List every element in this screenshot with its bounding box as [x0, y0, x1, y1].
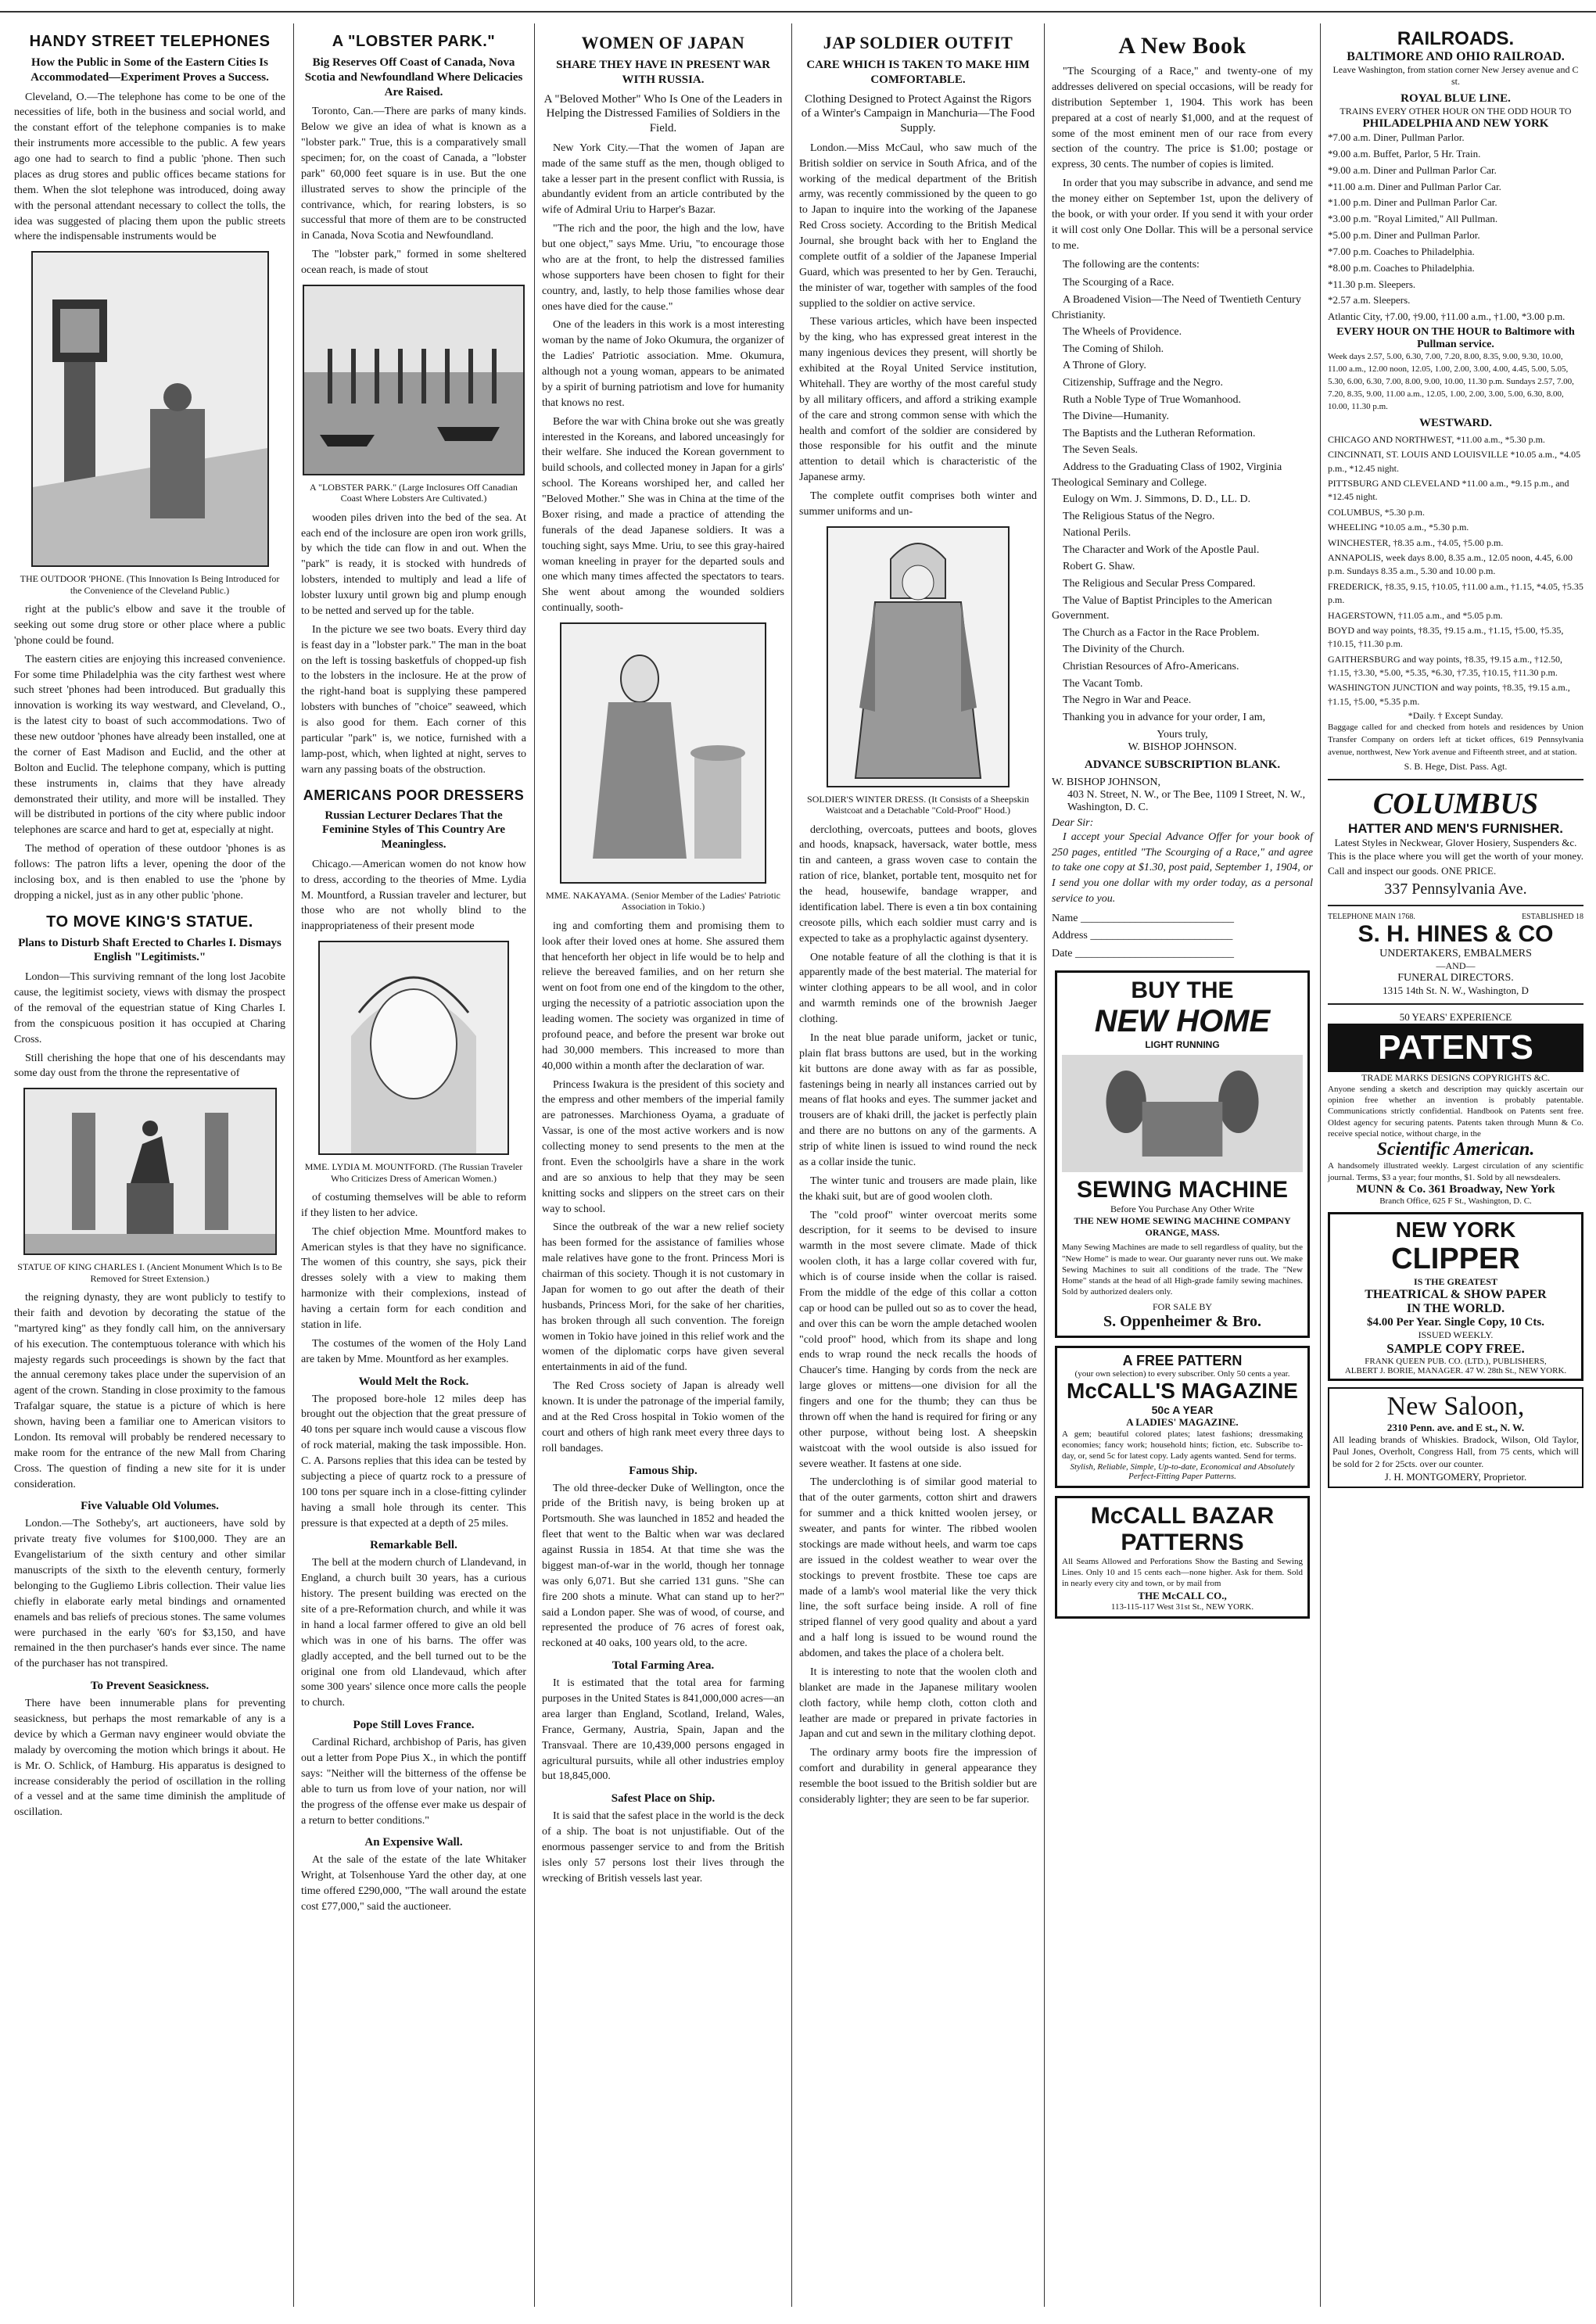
hines-line1: UNDERTAKERS, EMBALMERS	[1379, 947, 1532, 959]
mc2-address: 113-115-117 West 31st St., NEW YORK.	[1110, 1601, 1254, 1612]
paragraph: the reigning dynasty, they are wont publicly to testify to their faith and devotion by decorating the statue of the "martyred king" as they fondly call him, on the anniversary of his execution. The contemptuous tolerance with which his majesty regards such proceedings is shown by the fact that the annual ceremony takes place under the supervision of an agent of the crown. Standing in close proximity to the famous Trafalgar square, the statue is a picture of which is here shown, having been a familiar one to American visitors to London. Its removal will probably be rendered necessary to make room for the entrance of the new Mall from Charing Cross. The question of finding a new site for it is under consideration.	[14, 1292, 285, 1490]
list-item: The Church as a Factor in the Race Problem.	[1063, 626, 1260, 639]
new-saloon-address: 2310 Penn. ave. and E st., N. W.	[1386, 1421, 1525, 1433]
list-item: Ruth a Noble Type of True Womanhood.	[1063, 393, 1241, 406]
paragraph: These various articles, which have been inspected by the king, who has expressed great interest in the many ingenious devices they present, will shortly be exhibited at the Royal United Service institution, Whitehall. They are worthy of the most careful study by all military officers, and afford a striking example of the care and strong common sense with which the health and comfort of the soldier are considered by those responsible for his outfit and the minute attention to detail which is characteristic of the Japanese army.	[799, 316, 1037, 484]
form-address-row: Address __________________________	[1052, 930, 1233, 942]
pledge-text: I accept your Special Advance Offer for your book of 250 pages, entitled "The Scourging of a Race," and agree to take one copy at $1.30, post paid, September 1, 1904, or I send you one dollar with my order today, as a personal service to you.	[1052, 830, 1313, 906]
paragraph: London—This surviving remnant of the long lost Jacobite cause, the legitimist society, views with dismay the prospect of the removal of the equestrian statue of King Charles I. from the conspicuous position it has occupied at Charing Cross.	[14, 971, 285, 1045]
mc-subtitle: (your own selection) to every subscriber. Only 50 cents a year.	[1074, 1368, 1290, 1379]
list-item: National Perils.	[1063, 527, 1132, 540]
patents-marks: TRADE MARKS DESIGNS COPYRIGHTS &C.	[1361, 1071, 1551, 1083]
paragraph: The eastern cities are enjoying this increased convenience. For some time Philadelphia was the city farthest west where such street 'phones had been introduced. But gradually this innovation is working its way westward, and Cleveland, O., is the latest city to boast of such accommodations. Two of these new outdoor 'phones have already been installed, one at the corner of East Madison and Euclid, and the other at Bolton and Euclid. The telephone company, which is putting these instruments in, claims that they have already demonstrated their utility, and more will be installed. They will be distributed in portions of the city where public indoor telephones are scarce and hard to get at, especially at night.	[14, 653, 285, 837]
soldier-drawing	[828, 528, 1008, 786]
schedule-line: *7.00 a.m. Diner, Pullman Parlor.	[1328, 131, 1465, 143]
paragraph: The chief objection Mme. Mountford makes to American styles is that they have no significance. The women of this country, she says, pick their dresses solely with a view to making them harmonize with their complexions, instead of having a certain form for each condition and station in life.	[301, 1225, 526, 1331]
paragraph: The Red Cross society of Japan is already well known. It is under the patronage of the imperial family, and at the Red Cross hospital in Tokio women of the court and others of high rank meet every three days to roll bandages.	[542, 1380, 784, 1454]
nakayama-drawing	[561, 624, 765, 882]
hines-established: ESTABLISHED 18	[1522, 912, 1583, 921]
paragraph: Since the outbreak of the war a new relief society has been formed for the assistance of families whose male relatives have gone to the front. Princess Mori is chairman of this society. Though it is not customary in Japan for women to go out after the death of their husbands, Princess Mori, for the sake of her charities, has broken through all such convention. The foreign women in Tokio have joined in this relief work and the women of the diplomatic corps have given several entertainments in aid of the fund.	[542, 1221, 784, 1374]
column-rule	[534, 23, 535, 2307]
paragraph: The winter tunic and trousers are made plain, like the khaki suit, but are of good woolen cloth.	[799, 1175, 1037, 1203]
mc2-body: All Seams Allowed and Perforations Show the Basting and Sewing Lines. Only 10 and 15 cents each—none higher. Ask for them. Sold in nearly every city and town, or by mail from	[1062, 1556, 1303, 1589]
clipper-line: ISSUED WEEKLY.	[1418, 1329, 1494, 1340]
mc-body: A gem; beautiful colored plates; latest fashions; dressmaking economies; fancy work; household hints; fiction, etc. Subscribe to-day, or, send 5c for latest copy. Lady agents wanted. Send for terms.	[1062, 1429, 1303, 1461]
scientific-american: Scientific American.	[1376, 1139, 1535, 1160]
paragraph: Princess Iwakura is the president of this society and the empress and other members of the imperial family are patronesses. Marchioness Oyama, a graduate of Vassar, is one of the most active workers and is now collecting money to send presents to the men at the front. Even the schoolgirls have a share in the work and are so anxious to help that they may be seen knitting socks and slippers on the street cars on their way to school.	[542, 1078, 784, 1215]
subscription-blank-title: ADVANCE SUBSCRIPTION BLANK.	[1084, 758, 1281, 771]
deck2-jap-soldier: Clothing Designed to Protect Against the Rigors of a Winter's Campaign in Manchuria—The Food Supply.	[801, 92, 1035, 134]
paragraph: The underclothing is of similar good material to that of the outer garments, cotton shirt and drawers for summer and a thick knitted woolen jersey, or sweater, and pants for winter. The ribbed woolen stockings are made without heels, and warm toe caps are issued in the coldest weather to wear over the stockings to prevent frostbite. These toe caps are made of a lamb's wool material like the very thick line, the soft surface being inside. A roll of fine striped flannel of very good quality and about a yard and a half long is issued to be wound round the abdomen, and takes the place of a cholera belt.	[799, 1476, 1037, 1660]
deck-kings-statue: Plans to Disturb Shaft Erected to Charles I. Dismays English "Legitimists."	[18, 936, 282, 964]
schedule-line: *11.00 a.m. Diner and Pullman Parlor Car.	[1328, 180, 1501, 192]
soldier-winter-dress-illustration	[827, 526, 1010, 787]
form-date-label: Date	[1052, 947, 1073, 959]
mc2-title: McCALL BAZAR PATTERNS	[1090, 1502, 1275, 1555]
paragraph: "The rich and the poor, the high and the low, have but one object," says Mme. Uriu, "to encourage those who are at the front, to help the distressed families whose supporters have been chosen to fight for their country, and, lastly, to help those families whose dear ones have died for the cause."	[542, 223, 784, 313]
paragraph: right at the public's elbow and save it the trouble of seeking out some drug store or other place where a public 'phone could be found.	[14, 604, 285, 647]
list-item: Robert G. Shaw.	[1063, 561, 1135, 573]
clipper-ad	[1328, 1212, 1583, 1381]
paragraph: It is said that the safest place in the world is the deck of a ship. The boat is not unjustifiable. Out of the enormous passenger service to and from the British isles only 57 persons lost their lives through the wrecking of British vessels last year.	[542, 1810, 784, 1885]
paragraph: The "lobster park," formed in some sheltered ocean reach, is made of stout	[301, 249, 526, 276]
royal-blue-line: ROYAL BLUE LINE.	[1401, 92, 1511, 105]
column-2	[298, 23, 529, 2307]
subheading-pope: Pope Still Loves France.	[353, 1719, 475, 1732]
schedule-line: *3.00 p.m. "Royal Limited," All Pullman.	[1328, 213, 1498, 225]
schedule-line: GAITHERSBURG and way points, †8.35, †9.15 a.m., †12.50, †1.15, †3.30, *5.00, *5.35, *6.30, †7.35, †10.15, †11.30 p.m.	[1328, 653, 1562, 679]
mc-title: A FREE PATTERN	[1122, 1352, 1243, 1368]
sewing-machine-ad	[1055, 970, 1310, 1337]
schedule-line: WHEELING *10.05 a.m., *5.30 p.m.	[1328, 522, 1469, 533]
thanks-line: Thanking you in advance for your order, I am,	[1063, 711, 1266, 723]
caption-statue: STATUE OF KING CHARLES I. (Ancient Monument Which Is to Be Removed for Street Extension.)	[17, 1261, 282, 1284]
sm-buy-the: BUY THE	[1131, 977, 1234, 1004]
columbus-address: 337 Pennsylvania Ave.	[1384, 880, 1527, 898]
list-item: Christian Resources of Afro-Americans.	[1063, 661, 1239, 673]
clipper-line: FRANK QUEEN PUB. CO. (LTD.), PUBLISHERS,	[1365, 1356, 1547, 1366]
schedule-line: *11.30 p.m. Sleepers.	[1328, 278, 1416, 290]
clipper-line: IN THE WORLD.	[1406, 1301, 1505, 1315]
patents-body: Anyone sending a sketch and description may quickly ascertain our opinion free whether an invention is probably patentable. Communications strictly confidential. Handbook on Patents sent free. Oldest agency for securing patents. Patents taken through Munn & Co. receive special notice, without charge, in the	[1328, 1084, 1583, 1139]
hines-name: S. H. HINES & CO	[1357, 920, 1554, 947]
schedule-line: CINCINNATI, ST. LOUIS AND LOUISVILLE *10.05 a.m., *4.05 p.m., *12.45 night.	[1328, 449, 1581, 474]
columbus-title: HATTER AND MEN'S FURNISHER.	[1347, 821, 1564, 837]
outdoor-phone-drawing	[33, 253, 267, 565]
paragraph: In order that you may subscribe in advance, and send me the money either on September 1st, upon the delivery of the book, or with your order. If you send it with your order it will cost only One Dollar. This will be a personal service to me.	[1052, 178, 1313, 252]
railroad-station: Leave Washington, from station corner New Jersey avenue and C st.	[1332, 64, 1579, 87]
hines-telephone: TELEPHONE MAIN 1768.	[1328, 912, 1415, 921]
schedule-line: CHICAGO AND NORTHWEST, *11.00 a.m., *5.30 p.m.	[1328, 433, 1545, 445]
schedule-line: BOYD and way points, †8.35, †9.15 a.m., †1.15, †5.00, †5.35, †10.15, †11.30 p.m.	[1328, 624, 1564, 650]
list-item: The Value of Baptist Principles to the American Government.	[1052, 594, 1272, 622]
paragraph: The "cold proof" winter overcoat merits some description, for it seems to be devised to insure warmth in the most severe climate. Made of thick woolen cloth, it has a large collar covered with fur, which is of course inside when the collar is raised. From the middle of the edge of this collar a cotton cap or hood can be pulled out so as to cover the head, and over this can be worn the ample detached woolen "cold proof" hood, which from its shape and long ends to wrap round the neck recalls the hoods of Chaucer's time. Hanging by cords from the neck are large gloves or mittens—one division for all the fingers and one for the thumb; they can thus be thrown off when the hand is required for firing or any other purpose, without being lost. A sheepskin waistcoat with the wool outside is also issued for severe weather. It fastens at one side.	[799, 1209, 1037, 1470]
patents-banner: PATENTS	[1328, 1024, 1583, 1072]
paragraph: It is estimated that the total area for farming purposes in the United States is 841,000,000 acres—an area larger than England, Scotland, Ireland, Wales, France, Germany, Austria, Spain, Japan and the Transvaal. There are 10,439,000 persons engaged in agricultural pursuits, while all other industries employ but 18,845,000.	[542, 1677, 784, 1783]
munn-branch: Branch Office, 625 F St., Washington, D. C.	[1379, 1196, 1532, 1206]
schedule-line: Atlantic City, †7.00, †9.00, †11.00 a.m., †1.00, *3.00 p.m.	[1328, 310, 1566, 323]
deck-lobster-park: Big Reserves Off Coast of Canada, Nova Scotia and Newfoundland Where Delicacies Are Raised.	[304, 56, 523, 99]
clipper-line: ALBERT J. BORIE, MANAGER. 47 W. 28th St., NEW YORK.	[1344, 1365, 1567, 1375]
railroads-heading: RAILROADS.	[1397, 28, 1515, 49]
mc-year: 50c A YEAR	[1151, 1403, 1214, 1416]
sm-light-running: LIGHT RUNNING	[1145, 1039, 1220, 1051]
headline-lobster-park: A "LOBSTER PARK."	[332, 33, 496, 50]
column-rule	[293, 23, 294, 2307]
schedule-line: PITTSBURG AND CLEVELAND *11.00 a.m., *9.15 p.m., and *12.45 night.	[1328, 477, 1569, 503]
paragraph: of costuming themselves will be able to reform if they listen to her advice.	[301, 1191, 526, 1219]
list-item: Address to the Graduating Class of 1902, Virginia Theological Seminary and College.	[1052, 461, 1282, 489]
paragraph: The following are the contents:	[1063, 258, 1200, 271]
paragraph: Chicago.—American women do not know how to dress, according to the theories of Mme. Lydia M. Mountford, a Russian traveler and lecturer, but those who are not wholly blind to the inappropriateness of their present mode	[301, 858, 526, 933]
baltimore-times: Week days 2.57, 5.00, 6.30, 7.00, 7.20, 8.00, 8.35, 9.00, 9.30, 10.00, 11.00 a.m., 12.00 noon, 12.05, 1.00, 2.00, 3.00, 4.00, 4.45, 5.00, 5.05, 5.30, 6.00, 6.30, 7.00, 8.00, 9.00, 10.00, 11.30 p.m. Sundays 2.57, 7.00, 7.20, 8.35, 9.00, 11.00 a.m., 12.05, 1.00, 2.00, 3.00, 5.00, 6.30, 8.00, 10.00, 11.30 p.m.	[1328, 352, 1574, 411]
headline-telephones: HANDY STREET TELEPHONES	[29, 33, 271, 50]
column-5	[1049, 23, 1316, 2307]
divider	[1328, 1003, 1583, 1005]
list-item: The Divinity of the Church.	[1063, 644, 1185, 656]
list-item: The Vacant Tomb.	[1063, 677, 1143, 690]
statue-illustration	[23, 1088, 277, 1255]
subheading-bell: Remarkable Bell.	[370, 1539, 457, 1552]
hines-address: 1315 14th St. N. W., Washington, D	[1383, 984, 1529, 996]
column-3	[539, 23, 787, 2307]
lobster-park-drawing	[304, 286, 523, 474]
list-item: The Coming of Shiloh.	[1063, 343, 1164, 355]
deck-jap-soldier: CARE WHICH IS TAKEN TO MAKE HIM COMFORTABLE.	[806, 59, 1030, 86]
paragraph: Toronto, Can.—There are parks of many kinds. Below we give an idea of what is known as a "lobster park." True, this is a comparatively small specimen; for, on the coast of Canada, a "lobster park" 60,000 feet square is in use. But the one illustrated serves to show the principle of the contrivance, which, for rearing lobsters, is so successful that more of them are to be constructed in Canada, Nova Scotia and Newfoundland.	[301, 106, 526, 242]
list-item: The Religious and Secular Press Compared.	[1063, 578, 1256, 590]
new-saloon-body: All leading brands of Whiskies. Bradock, Wilson, Old Taylor, Paul Jones, Overholt, Congress Hall, from 75 cents, which will be sold for 2 for 25cts. over our counter.	[1332, 1433, 1579, 1469]
list-item: Citizenship, Suffrage and the Negro.	[1063, 376, 1224, 389]
form-name-row: Name ____________________________	[1052, 913, 1234, 925]
westward-heading: WESTWARD.	[1419, 416, 1492, 429]
sm-machine: SEWING MACHINE	[1077, 1177, 1288, 1203]
paragraph: Cleveland, O.—The telephone has come to be one of the necessities of life, both in the business and social world, and the constant effort of the telephone companies is to make their instruments more accessible to the public. A few years ago one had to search to find a public 'phone. Then such places as drug stores and public offices became stations for them. When the slot telephone was introduced, doing away with the personal attendant necessary to collect the tolls, the idea was suggested of placing them upon the public streets where the indispensable instruments would be	[14, 91, 285, 243]
signoff: Yours truly,	[1157, 728, 1208, 741]
list-item: The Negro in War and Peace.	[1063, 694, 1192, 707]
mc-ladies: A LADIES' MAGAZINE.	[1126, 1415, 1239, 1428]
sm-body: Many Sewing Machines are made to sell regardless of quality, but the "New Home" is made to wear. Our guaranty never runs out. We make Sewing Machines to suit all conditions of the trade. The "New Home" stands at the head of all High-grade family sewing machines. Sold by authorized dealers only.	[1062, 1243, 1303, 1297]
headline-women-of-japan: WOMEN OF JAPAN	[581, 33, 745, 52]
caption-mountford: MME. LYDIA M. MOUNTFORD. (The Russian Traveler Who Criticizes Dress of American Women.)	[304, 1161, 523, 1184]
patents-years: 50 YEARS' EXPERIENCE	[1399, 1010, 1512, 1023]
subheading-seasickness: To Prevent Seasickness.	[90, 1680, 210, 1693]
sm-for-sale: FOR SALE BY	[1152, 1300, 1212, 1312]
headline-poor-dressers: AMERICANS POOR DRESSERS	[303, 787, 525, 803]
paragraph: wooden piles driven into the bed of the sea. At each end of the inclosure are open iron work grills, by which the tide can flow in and out. When the "park" is ready, it is stocked with hundreds of lobsters, intended to multiply and lead a life of lobster luxury until grown big and plump enough to be netted and served up for the table.	[301, 511, 526, 617]
divider	[1328, 779, 1583, 780]
paragraph: Before the war with China broke out she was greatly interested in the Koreans, and labored unceasingly for their welfare. She induced the Korean government to build schools, and collected money in Japan for a girls' school. The Koreans worshiped her, and called her "Beloved Mother." She was in China at the time of the Boxer rising, and made a practice of attending the funerals of the dead Japanese soldiers. It was a touching sight, says Mme. Uriu, to see this gray-haired woman kneeling in prayer for the departed souls and one which many times affected the spectators to tears. She went about among the wounded soldiers continually, sooth-	[542, 415, 784, 615]
list-item: The Baptists and the Lutheran Reformation.	[1063, 427, 1256, 439]
schedule-line: *9.00 a.m. Buffet, Parlor, 5 Hr. Train.	[1328, 147, 1481, 160]
paragraph: At the sale of the estate of the late Whitaker Wright, at Tolsenhouse Yard the other day, at one time offered £290,000, "The wall around the estate cost £77,000," said the auctioneer.	[301, 1854, 526, 1913]
paragraph: New York City.—That the women of Japan are made of the same stuff as the men, though obliged to take a lesser part in the present conflict with Russia, is abundantly evident from an article contributed by the wife of Admiral Uriu to Harper's Bazar.	[542, 142, 784, 217]
column-rule	[791, 23, 792, 2307]
mountford-drawing	[320, 942, 507, 1153]
subheading-famous-ship: Famous Ship.	[629, 1464, 698, 1477]
signature-name: W. BISHOP JOHNSON.	[1128, 741, 1237, 753]
caption-outdoor-phone: THE OUTDOOR 'PHONE. (This Innovation Is Being Introduced for the Convenience of the Cleveland Public.)	[20, 573, 280, 596]
columbus-body: Latest Styles in Neckwear, Glover Hosiery, Suspenders &c.	[1334, 837, 1577, 849]
sm-brand: NEW HOME	[1094, 1004, 1271, 1039]
columbus-body2: This is the place where you will get the worth of your money. Call and inspect our goods. ONE PRICE.	[1328, 850, 1583, 877]
clipper-line: IS THE GREATEST	[1414, 1275, 1497, 1287]
column-6	[1325, 23, 1587, 2307]
caption-nakayama: MME. NAKAYAMA. (Senior Member of the Ladies' Patriotic Association in Tokio.)	[545, 890, 780, 913]
trains-every-hour: TRAINS EVERY OTHER HOUR ON THE ODD HOUR TO	[1340, 106, 1572, 117]
subheading-volumes: Five Valuable Old Volumes.	[81, 1500, 219, 1513]
paragraph: The bell at the modern church of Llandevand, in England, a church built 30 years, has a curious history. The present building was erected on the site of a pre-Reformation church, and while it was in hand a local farmer offered to give an old bell which was in one of his barns. The offer was gladly accepted, and the bell turned out to be the original one from old Llandevaud, which after some 300 years' silence once more calls the people to church.	[301, 1557, 526, 1709]
sm-dealer: S. Oppenheimer & Bro.	[1103, 1312, 1262, 1330]
baltimore-hourly: EVERY HOUR ON THE HOUR to Baltimore with Pullman service.	[1336, 326, 1575, 351]
schedule-line: *9.00 a.m. Diner and Pullman Parlor Car.	[1328, 163, 1497, 176]
column-rule	[1044, 23, 1045, 2307]
paragraph: London.—Miss McCaul, who saw much of the British soldier on service in South Africa, and of the working of the medical department of the British army, was recently commissioned by the queen to go to Japan to inquire into the working of the Japanese Red Cross society. According to the British Medical Journal, she brought back with her to England the complete outfit of a soldier of the Japanese Imperial Guard, which was presented to her by Gen. Terauchi, the minister of war, together with samples of the food supplied to the soldier on active service.	[799, 142, 1037, 310]
philadelphia-new-york: PHILADELPHIA AND NEW YORK	[1362, 117, 1549, 130]
address-lines: 403 N. Street, N. W., or The Bee, 1109 I Street, N. W., Washington, D. C.	[1067, 788, 1306, 813]
nakayama-portrait	[560, 622, 766, 884]
paragraph: ing and comforting them and promising them to look after their loved ones at home. She assured them that henceforth her object in life would be to help and relieve the bereaved families, and on her return she went on foot from one end of the kingdom to the other, urging the necessity of a patriotic association upon the leading women. The society was organized in time of profound peace, and before the present war broke out had 30,000 members. This increased to more than 40,000 within a month after the declaration of war.	[542, 920, 784, 1072]
deck-telephones: How the Public in Some of the Eastern Cities Is Accommodated—Experiment Proves a Success.	[30, 56, 269, 84]
schedule-line: *1.00 p.m. Diner and Pullman Parlor Car.	[1328, 196, 1497, 209]
caption-lobster-park: A "LOBSTER PARK." (Large Inclosures Off Canadian Coast Where Lobsters Are Cultivated.)	[310, 481, 518, 504]
paragraph: The proposed bore-hole 12 miles deep has brought out the objection that the great pressure of 40 tons per square inch would cause a viscous flow of rock material, making the task impossible. Hon. C. A. Parsons replies that this idea can be tested by subjecting a piece of quartz rock to a pressure of 100 tons per square inch in a close-fitting cylinder having a small hole through its center. This pressure is that expected at a depth of 25 miles.	[301, 1393, 526, 1530]
divider	[1328, 905, 1583, 906]
new-saloon-proprietor: J. H. MONTGOMERY, Proprietor.	[1384, 1470, 1527, 1483]
schedule-line: WINCHESTER, †8.35 a.m., †4.05, †5.00 p.m.	[1328, 536, 1504, 548]
schedule-westward	[1328, 433, 1583, 708]
schedule-line: *8.00 p.m. Coaches to Philadelphia.	[1328, 261, 1475, 274]
column-4	[796, 23, 1040, 2307]
clipper-line: SAMPLE COPY FREE.	[1386, 1340, 1525, 1356]
top-rule	[0, 11, 1596, 13]
mc-stylish: Stylish, Reliable, Simple, Up-to-date, Economical and Absolutely Perfect-Fitting Paper Patterns.	[1070, 1461, 1295, 1481]
list-item: The Wheels of Providence.	[1063, 326, 1182, 339]
new-saloon-ad	[1328, 1387, 1583, 1488]
list-item: The Scourging of a Race.	[1063, 277, 1175, 289]
paragraph: The method of operation of these outdoor 'phones is as follows: The patron lifts a lever, opening the door of the inclosing box, and is then enabled to use the 'phone by dropping a nickel, just as in any other public 'phone.	[14, 843, 285, 902]
clipper-title2: CLIPPER	[1391, 1242, 1520, 1275]
columbus-logo: COLUMBUS	[1372, 787, 1539, 821]
mccall-patterns-ad	[1055, 1496, 1310, 1619]
sm-before: Before You Purchase Any Other Write	[1110, 1203, 1254, 1215]
headline-jap-soldier: JAP SOLDIER OUTFIT	[823, 33, 1013, 52]
list-item: The Character and Work of the Apostle Paul.	[1063, 543, 1260, 556]
subheading-wall: An Expensive Wall.	[364, 1836, 463, 1849]
caption-soldier: SOLDIER'S WINTER DRESS. (It Consists of a Sheepskin Waistcoat and a Detachable "Cold-Proof" Hood.)	[807, 793, 1029, 816]
column-1	[11, 23, 289, 2307]
sewing-machine-drawing	[1062, 1055, 1303, 1172]
list-item: The Seven Seals.	[1063, 444, 1139, 457]
paragraph: The complete outfit comprises both winter and summer uniforms and un-	[799, 490, 1037, 518]
paragraph: The costumes of the women of the Holy Land are taken by Mme. Mountford as her examples.	[301, 1337, 526, 1365]
list-item: Eulogy on Wm. J. Simmons, D. D., LL. D.	[1063, 493, 1251, 506]
salutation: Dear Sir:	[1052, 816, 1094, 829]
schedule-line: *2.57 a.m. Sleepers.	[1328, 294, 1411, 307]
munn-co: MUNN & Co. 361 Broadway, New York	[1356, 1182, 1555, 1196]
patents-body2: A handsomely illustrated weekly. Largest circulation of any scientific journal. Terms, $3 a year; four months, $1. Sold by all newsdealers.	[1328, 1161, 1583, 1182]
column-rule	[1320, 23, 1321, 2307]
schedule-line: COLUMBUS, *5.30 p.m.	[1328, 506, 1426, 518]
railroad-name: BALTIMORE AND OHIO RAILROAD.	[1347, 50, 1565, 63]
list-item: A Broadened Vision—The Need of Twentieth Century Christianity.	[1052, 293, 1301, 321]
schedule-line: FREDERICK, †8.35, 9.15, †10.05, †11.00 a.m., †1.15, *4.05, †5.35 p.m.	[1328, 580, 1583, 606]
paragraph: derclothing, overcoats, puttees and boots, gloves and hoods, knapsack, haversack, water bottle, mess tin and canteen, a grass woven case to contain the ration of rice, blanket, portable tent, mosquito net for the head, housewife, bandage wrapper, and identification label. There is even a tin box containing creosote pills, which each soldier must carry and is expected to take as a prophylactic against dysentery.	[799, 823, 1037, 945]
hines-header	[1328, 913, 1583, 921]
hines-line2: FUNERAL DIRECTORS.	[1397, 971, 1514, 984]
schedule-eastbound	[1328, 131, 1583, 325]
mccalls-magazine-ad	[1055, 1346, 1310, 1488]
paragraph: In the picture we see two boats. Every third day is feast day in a "lobster park." The man in the boat on the left is tossing basketfuls of chopped-up fish to the lobsters in the inclosure. He at the prow of the right-hand boat is supplying these pampered lobsters with bunches of "choice" seaweed, which is also good for them. Each corner of this particular "park" is, we notice, furnished with a lamp-post, which, when lighted at night, serves to warn any passing boats of the obstruction.	[301, 623, 526, 776]
sewing-machine-image	[1062, 1055, 1303, 1172]
clipper-title1: NEW YORK	[1395, 1217, 1516, 1242]
address-name: W. BISHOP JOHNSON,	[1052, 776, 1160, 788]
deck-women-of-japan: SHARE THEY HAVE IN PRESENT WAR WITH RUSSIA.	[556, 59, 770, 86]
statue-drawing	[25, 1089, 275, 1253]
new-saloon-title: New Saloon,	[1386, 1391, 1525, 1421]
subheading-melt-rock: Would Melt the Rock.	[358, 1375, 469, 1388]
paragraph: The old three-decker Duke of Wellington, once the pride of the British navy, is being broken up at Portsmouth. She was launched in 1852 and headed the fleet that went to the Baltic when war was declared against Russia in 1854. At that time she was the biggest man-of-war in the world, though her tonnage was only 6,071. But she carried 131 guns. "She can fire 200 shots a minute. What can stand up to her?" said a London paper. She was of wood, of course, and represented the produce of 76 acres of forest oak, reckoned at 40 oaks, 100 years old, to the acre.	[542, 1482, 784, 1650]
deck2-women-of-japan: A "Beloved Mother" Who Is One of the Leaders in Helping the Distressed Families of Soldiers in the Field.	[543, 92, 783, 134]
passenger-agent: S. B. Hege, Dist. Pass. Agt.	[1404, 761, 1508, 773]
schedule-line: ANNAPOLIS, week days 8.00, 8.35 a.m., 12.05 noon, 4.45, 6.00 p.m. Sundays 8.35 a.m., 5.30 and 10.00 p.m.	[1328, 551, 1573, 577]
paragraph: Still cherishing the hope that one of his descendants may some day oust from the throne the representative of	[14, 1052, 285, 1080]
baggage-note: Baggage called for and checked from hotels and residences by Union Transfer Company on orders left at ticket offices, 619 Pennsylvania avenue, northwest, New York avenue and Fifteenth street, and at station.	[1328, 723, 1583, 758]
deck-poor-dressers: Russian Lecturer Declares That the Feminine Styles of This Country Are Meaningless.	[321, 809, 506, 852]
clipper-line: $4.00 Per Year. Single Copy, 10 Cts.	[1367, 1315, 1544, 1329]
form-date-row: Date _____________________________	[1052, 947, 1234, 959]
lobster-park-illustration	[303, 285, 525, 475]
outdoor-phone-illustration	[31, 251, 269, 567]
sm-company: THE NEW HOME SEWING MACHINE COMPANY ORANGE, MASS.	[1074, 1215, 1291, 1239]
paragraph: One notable feature of all the clothing is that it is apparently made of the best material. The material for winter clothing appears to be all wool, and in color and warmth reminds one of the brownish Jaeger clothing.	[799, 951, 1037, 1026]
subheading-safest-place: Safest Place on Ship.	[611, 1792, 716, 1806]
mc2-company: THE McCALL CO.,	[1138, 1589, 1227, 1601]
form-address-label: Address	[1052, 930, 1088, 942]
list-item: The Divine—Humanity.	[1063, 411, 1169, 423]
paragraph: One of the leaders in this work is a most interesting woman by the name of Joko Okumura, the organizer of the Ladies' Patriotic association. Mme. Okumura, although not a young woman, appears to be animated by a spirit of burning patriotism and love for humanity that knows no rest.	[542, 319, 784, 409]
paragraph: Cardinal Richard, archbishop of Paris, has given out a letter from Pope Pius X., in which the pontiff says: "Neither will the bitterness of the offense be able to turn us from love of your nation, nor will the progress of the offense ever make us despair of a return to better conditions."	[301, 1737, 526, 1827]
contents-list	[1052, 275, 1313, 708]
schedule-line: HAGERSTOWN, †11.05 a.m., and *5.05 p.m.	[1328, 609, 1503, 621]
paragraph: "The Scourging of a Race," and twenty-one of my addresses delivered on special occasions, will be ready for distribution September 1, 1904. This work has been prepared at a cost of nearly $1,000, and at the request of some of the most eminent men of our race from every section of the country. The price is $1.00; postage or express, 30 cents. The number of copies is limited.	[1052, 66, 1313, 171]
paragraph: In the neat blue parade uniform, jacket or tunic, plain flat brass buttons are used, but in the working kit buttons are done away with as far as possible, fastenings being in nearly all instances carried out by means of flat hooks and eyes. The summer jacket and trousers are of khaki drill, the jacket is perfectly plain and there are no buttons on any of the garments. A strip of white linen is issued to wind round the neck as a collar inside the tunic.	[799, 1031, 1037, 1168]
schedule-legend: *Daily. † Except Sunday.	[1408, 710, 1504, 722]
schedule-line: *7.00 p.m. Coaches to Philadelphia.	[1328, 245, 1475, 257]
form-name-label: Name	[1052, 913, 1078, 925]
mountford-portrait	[318, 941, 509, 1155]
hines-and: —AND—	[1436, 959, 1476, 971]
schedule-line: *5.00 p.m. Diner and Pullman Parlor.	[1328, 229, 1480, 242]
headline-new-book: A New Book	[1118, 33, 1246, 59]
clipper-line: THEATRICAL & SHOW PAPER	[1365, 1287, 1547, 1301]
mc-magazine: McCALL'S MAGAZINE	[1067, 1378, 1298, 1403]
schedule-line: WASHINGTON JUNCTION and way points, †8.35, †9.15 a.m., †1.15, †5.00, *5.35 p.m.	[1328, 682, 1570, 707]
headline-kings-statue: TO MOVE KING'S STATUE.	[46, 913, 253, 931]
subheading-farming: Total Farming Area.	[612, 1659, 715, 1673]
paragraph: London.—The Sotheby's, art auctioneers, have sold by private treaty five volumes for $100,000. They are an Evangelistarium of the sixth century and other similar manuscripts of the sixth to the eleventh century, formerly belonging to the Gugliemo Libris collection. Their value lies chiefly in elaborate early metal bindings and ornamented enamels and bas reliefs of precious stones. The same volumes were purchased in the early '60's for $3,150, and have remained in the then purchaser's hands ever since. The name of the purchaser has not transpired.	[14, 1518, 285, 1670]
paragraph: It is interesting to note that the woolen cloth and blanket are made in the Japanese military woolen cloth factory, while hemp cloth, cotton cloth and leather are made or prepared in private factories in Japan and cut and sewn in the military clothing depot.	[799, 1666, 1037, 1741]
paragraph: The ordinary army boots fire the impression of comfort and durability in general appearance they resemble the boot issued to the British soldier but are considerably lighter; they are seen to be far superior.	[799, 1747, 1037, 1806]
list-item: The Religious Status of the Negro.	[1063, 510, 1215, 522]
paragraph: There have been innumerable plans for preventing seasickness, but perhaps the most remarkable of any is a device by which a German navy engineer would obviate the malady by overcoming the motion which brings it about. He is Mr. O. Schlick, of Hamburg. His apparatus is designed to increase considerably the period of oscillation in the rolling of a vessel and at the same time diminish the amplitude of oscillation.	[14, 1698, 285, 1819]
list-item: A Throne of Glory.	[1063, 360, 1146, 372]
